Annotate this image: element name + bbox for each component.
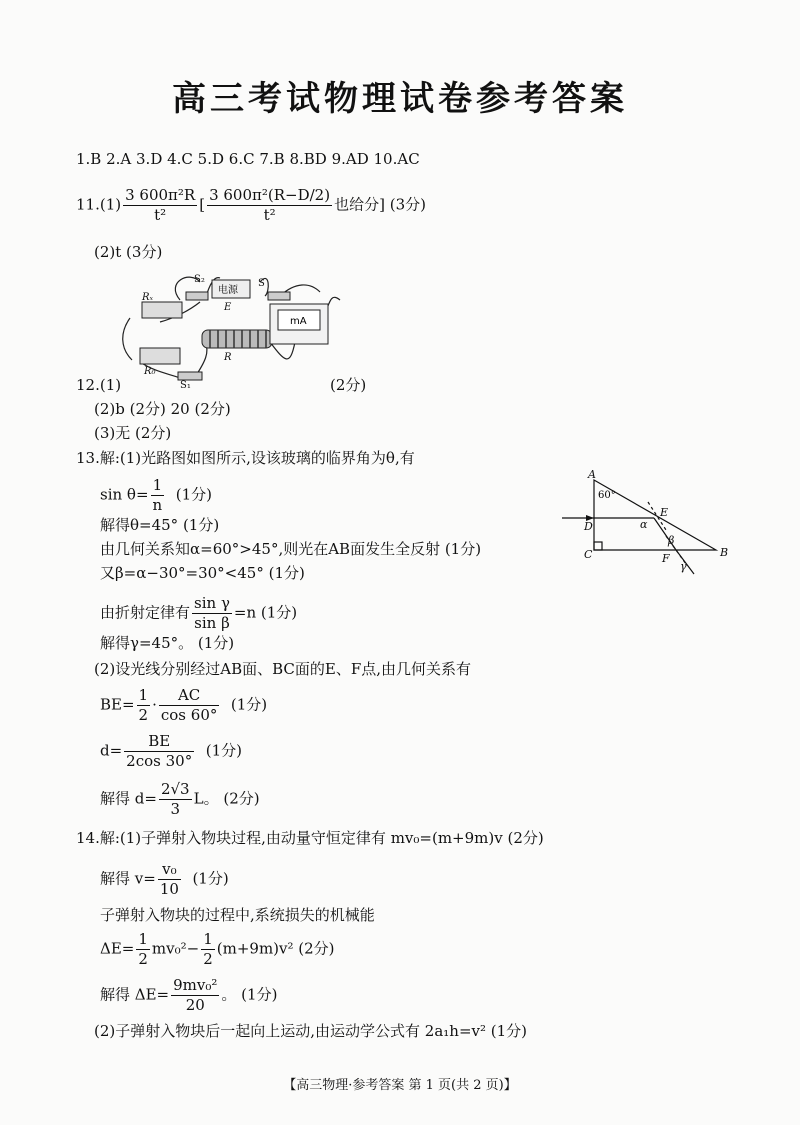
rx-resistor [142,302,182,318]
s2-label: S₂ [194,274,205,285]
q11-line1 [76,186,426,225]
q13-l9-pre: BE= [100,695,135,714]
q13-l9-frac2 [159,686,219,725]
q13-l9-mid: · [152,695,157,714]
label-gamma: γ [680,560,687,573]
q13-l2-frac [151,476,165,515]
q11-frac1-den: t² [154,205,167,224]
q13-l11-pre: 解得 d= [100,789,157,808]
q14-l5-frac [171,976,219,1015]
s1-switch [178,372,202,380]
q11-frac1-num: 3 600π²R [125,186,196,204]
q11-frac2-num: 3 600π²(R−D/2) [209,186,331,204]
q13-l2-pre: sin θ= [100,485,149,504]
q13-l9-score: (1分) [230,695,268,714]
q13-line11 [100,780,260,819]
q13-l10-num: BE [124,732,194,752]
q13-l10-den: 2cos 30° [126,751,193,770]
wire [270,342,295,359]
q12-part3: (3)无 (2分) [94,424,172,442]
q14-l5-pre: 解得 ΔE= [100,985,170,1004]
q14-line5 [100,976,277,1015]
q14-l4-post: (m+9m)v² (2分) [216,939,335,958]
q13-line10 [100,732,242,771]
q11-prefix: 11.(1) [76,195,122,214]
q12-part2: (2)b (2分) 20 (2分) [94,400,231,418]
q14-l4-frac1 [136,930,150,969]
q11-frac1 [123,186,197,225]
q14-line4 [100,930,335,969]
q14-l4-n1: 1 [138,930,148,948]
r-label: R [224,352,232,363]
page-footer: 【高三物理·参考答案 第 1 页(共 2 页)】 [283,1078,517,1093]
q13-line2 [100,476,212,515]
wire [123,318,132,360]
s-label: S [258,278,265,289]
q13-line4: 由几何关系知α=60°>45°,则光在AB面发生全反射 (1分) [100,540,482,558]
q14-l4-mid: mv₀²− [151,939,200,958]
q11-score: (3分) [389,195,426,214]
q13-line1: 13.解:(1)光路图如图所示,设该玻璃的临界角为θ,有 [76,449,415,467]
q14-l4-d1: 2 [138,949,148,968]
label-e: E [660,506,669,519]
q14-l2-score: (1分) [192,869,229,888]
q13-line6 [100,594,297,633]
label-60: 60° [598,490,616,501]
q14-line1: 14.解:(1)子弹射入物块过程,由动量守恒定律有 mv₀=(m+9m)v (2分) [76,829,544,847]
q13-l2-score: (1分) [175,485,212,504]
q13-l10-frac [124,732,194,771]
rx-label: Rₓ [142,292,154,303]
circuit-diagram [120,262,360,390]
q13-l11-frac [159,780,192,819]
q14-l2-den: 10 [159,879,179,898]
label-c: C [584,548,593,561]
q14-l5-post: 。 (1分) [221,985,278,1004]
rheostat [202,330,272,348]
q12-prefix: 12.(1) [76,376,122,394]
q14-l5-num: 9mv₀² [173,976,218,994]
s2-switch [186,292,208,300]
page-title: 高三考试物理试卷参考答案 [172,79,628,119]
q14-l4-d2: 2 [203,949,213,968]
q13-l10-score: (1分) [205,741,242,760]
q13-l11-num: 2√3 [160,780,190,798]
s-switch [268,292,290,300]
q12-score1: (2分) [330,376,367,394]
q13-l6-num: sin γ [194,594,230,612]
q14-l2-num: v₀ [158,860,181,880]
q13-line7: 解得γ=45°。 (1分) [100,634,235,652]
q11-frac2-den: t² [263,205,276,224]
optics-diagram [556,470,736,580]
q14-l4-pre: ΔE= [100,939,135,958]
label-a: A [588,470,596,481]
emf-label: E [224,302,232,313]
meter-label: mA [290,316,307,327]
q13-line9 [100,686,267,725]
q14-l5-den: 20 [185,995,205,1014]
q11-bracket-tail: 也给分] [334,195,385,214]
battery-label: 电源 [218,285,238,296]
q14-l4-n2: 1 [203,930,213,948]
q13-l6-den: sin β [194,613,230,632]
q13-l9-n2: AC [159,686,219,706]
label-f: F [662,552,670,565]
s1-label: S₁ [180,380,191,390]
q13-l11-post: L。 (2分) [193,789,260,808]
q14-line3: 子弹射入物块的过程中,系统损失的机械能 [100,906,375,924]
q13-l2-den: n [152,495,163,514]
q13-l2-num: 1 [151,476,165,496]
q13-line8: (2)设光线分别经过AB面、BC面的E、F点,由几何关系有 [94,660,472,678]
q13-line5: 又β=α−30°=30°<45° (1分) [100,564,305,582]
q13-l10-pre: d= [100,741,123,760]
right-angle-mark [594,542,602,550]
q14-line2 [100,860,229,899]
q14-l4-frac2 [201,930,215,969]
choice-answers: 1.B 2.A 3.D 4.C 5.D 6.C 7.B 8.BD 9.AD 10.AC [76,150,420,168]
q13-l6-pre: 由折射定律有 [100,603,191,622]
q13-l6-frac [192,594,232,633]
q14-l2-frac [158,860,181,899]
q13-l9-n1: 1 [138,686,149,704]
label-b: B [720,546,729,559]
q13-line3: 解得θ=45° (1分) [100,516,220,534]
q14-l2-pre: 解得 v= [100,869,156,888]
q13-l9-frac1 [137,686,151,725]
q13-l9-d2: cos 60° [160,705,218,724]
label-alpha: α [640,518,648,531]
q11-part2: (2)t (3分) [94,243,163,261]
q14-line6: (2)子弹射入物块后一起向上运动,由运动学公式有 2a₁h=v² (1分) [94,1022,528,1040]
label-beta: β [668,534,675,547]
q11-frac2 [207,186,332,225]
q13-l11-den: 3 [170,799,181,818]
q13-l6-post: =n (1分) [233,603,298,622]
r0-label: R₀ [144,366,156,377]
q11-bracket-open: [ [199,195,206,214]
q13-l9-d1: 2 [138,705,149,724]
r0-resistor [140,348,180,364]
label-d: D [584,520,593,533]
